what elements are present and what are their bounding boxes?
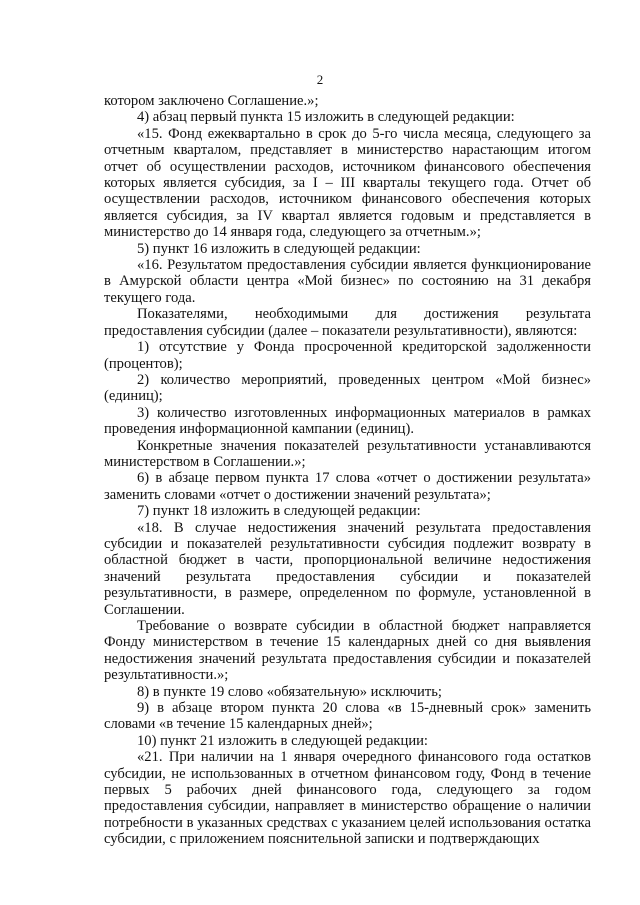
paragraph: 7) пункт 18 изложить в следующей редакции: (137, 503, 421, 520)
paragraph: котором заключено Соглашение.»; (104, 93, 319, 109)
paragraph: 1) отсутствие у Фонда просроченной кредиторской задолженности (процентов); (104, 339, 591, 372)
paragraph: Показателями, необходимыми для достижения результата предоставления субсидии (далее – показатели результативности), являются: (104, 306, 591, 339)
paragraph: 4) абзац первый пункта 15 изложить в следующей редакции: (137, 109, 515, 126)
paragraph: «15. Фонд ежеквартально в срок до 5-го числа месяца, следующего за отчетным кварталом, представляет в министерство нарастающим итогом отчет об осуществлении расходов, источником финансового обеспечения которых является субсидия, за I – III кварталы текущего года. Отчет об осуществлении расходов, источником финансового обеспечения которых является субсидия, за IV квартал является годовым и представляется в министерство до 14 января года, следующего за отчетным.»; (104, 125, 591, 241)
paragraph: 5) пункт 16 изложить в следующей редакции: (137, 240, 421, 257)
paragraph: 10) пункт 21 изложить в следующей редакции: (137, 732, 428, 749)
paragraph: 2) количество мероприятий, проведенных центром «Мой бизнес» (единиц); (104, 371, 591, 405)
paragraph: 9) в абзаце втором пункта 20 слова «в 15-дневный срок» заменить словами «в течение 15 календарных дней»; (104, 700, 591, 733)
paragraph: Требование о возврате субсидии в областной бюджет направляется Фонду министерством в течение 15 календарных дней со дня выявления недостижения значений результата предоставления субсидии и показателей результативности.»; (104, 618, 591, 684)
paragraph: 3) количество изготовленных информационных материалов в рамках проведения информационной кампании (единиц). (104, 404, 591, 438)
paragraph: 6) в абзаце первом пункта 17 слова «отчет о достижении результата» заменить словами «отчет о достижении значений результата»; (104, 470, 591, 503)
paragraph: Конкретные значения показателей результативности устанавливаются министерством в Соглашении.»; (104, 437, 591, 470)
document-body (104, 93, 591, 848)
page-number: 2 (316, 72, 324, 87)
paragraph: «18. В случае недостижения значений результата предоставления субсидии и показателей результативности субсидия подлежит возврату в областной бюджет в части, пропорциональной величине недостижения значений результата предоставления субсидии и показателей результативности, в размере, определенном по формуле, установленной в Соглашении. (104, 519, 591, 618)
paragraph: 8) в пункте 19 слово «обязательную» исключить; (137, 683, 442, 700)
paragraph: «16. Результатом предоставления субсидии является функционирование в Амурской области центра «Мой бизнес» по состоянию на 31 декабря текущего года. (104, 257, 591, 306)
paragraph: «21. При наличии на 1 января очередного финансового года остатков субсидии, не использованных в отчетном финансовом году, Фонд в течение первых 5 рабочих дней финансового года, следующего за годом предоставления субсидии, направляет в министерство обращение о наличии потребности в указанных средствах с указанием целей использования остатка субсидии, с приложением пояснительной записки и подтверждающих (104, 749, 591, 848)
